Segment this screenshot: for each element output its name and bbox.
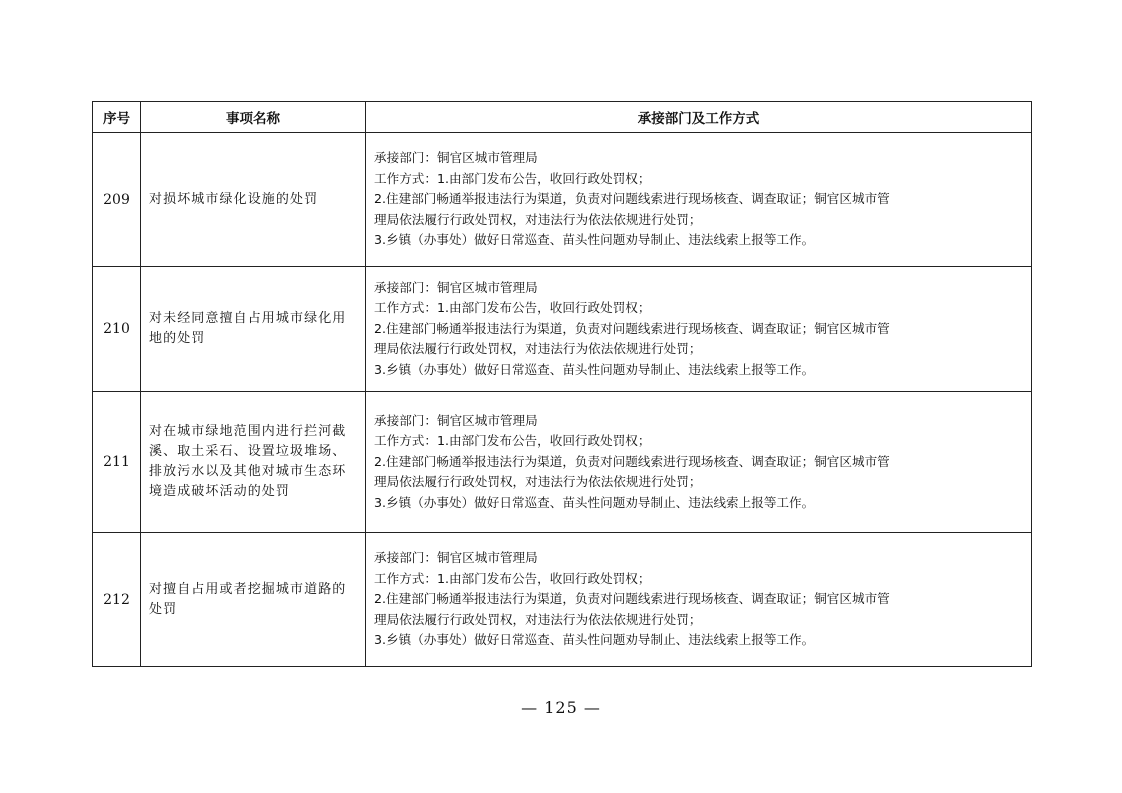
row-serial-number: 211: [93, 392, 141, 533]
row-matter-name: 对在城市绿地范围内进行拦河截溪、取土采石、设置垃圾堆场、排放污水以及其他对城市生态环境造成破坏活动的处罚: [141, 392, 366, 533]
table-row: [93, 533, 1032, 667]
detail-line-step-2: 2.住建部门畅通举报违法行为渠道，负责对问题线索进行现场核查、调查取证；铜官区城市管: [374, 453, 890, 469]
detail-line-method: 工作方式：1.由部门发布公告，收回行政处罚权；: [374, 170, 651, 186]
table-row: [93, 267, 1032, 392]
detail-line-step-2-cont: 理局依法履行行政处罚权，对违法行为依法依规进行处罚；: [374, 474, 702, 490]
header-department-and-method: 承接部门及工作方式: [366, 102, 1032, 133]
table-row: [93, 133, 1032, 267]
detail-line-step-3: 3.乡镇（办事处）做好日常巡查、苗头性问题劝导制止、违法线索上报等工作。: [374, 632, 815, 648]
detail-line-step-3: 3.乡镇（办事处）做好日常巡查、苗头性问题劝导制止、违法线索上报等工作。: [374, 494, 815, 510]
row-serial-number: 210: [93, 267, 141, 392]
row-detail: [366, 392, 1032, 533]
row-detail: [366, 267, 1032, 392]
row-detail: [366, 533, 1032, 667]
row-matter-name: 对擅自占用或者挖掘城市道路的处罚: [141, 533, 366, 667]
detail-line-department: 承接部门：铜官区城市管理局: [374, 150, 538, 166]
detail-line-step-2-cont: 理局依法履行行政处罚权，对违法行为依法依规进行处罚；: [374, 341, 702, 357]
detail-line-step-3: 3.乡镇（办事处）做好日常巡查、苗头性问题劝导制止、违法线索上报等工作。: [374, 232, 815, 248]
row-matter-name: 对未经同意擅自占用城市绿化用地的处罚: [141, 267, 366, 392]
detail-line-department: 承接部门：铜官区城市管理局: [374, 279, 538, 295]
detail-line-department: 承接部门：铜官区城市管理局: [374, 550, 538, 566]
detail-line-method: 工作方式：1.由部门发布公告，收回行政处罚权；: [374, 433, 651, 449]
table-row: [93, 392, 1032, 533]
detail-line-step-3: 3.乡镇（办事处）做好日常巡查、苗头性问题劝导制止、违法线索上报等工作。: [374, 361, 815, 377]
header-serial-number: 序号: [93, 102, 141, 133]
matters-table: [92, 101, 1032, 667]
row-serial-number: 209: [93, 133, 141, 267]
page-number: — 125 —: [521, 698, 601, 717]
detail-line-step-2-cont: 理局依法履行行政处罚权，对违法行为依法依规进行处罚；: [374, 611, 702, 627]
row-matter-name: 对损坏城市绿化设施的处罚: [141, 133, 366, 267]
header-matter-name: 事项名称: [141, 102, 366, 133]
detail-line-method: 工作方式：1.由部门发布公告，收回行政处罚权；: [374, 570, 651, 586]
row-detail: [366, 133, 1032, 267]
detail-line-method: 工作方式：1.由部门发布公告，收回行政处罚权；: [374, 300, 651, 316]
detail-line-step-2: 2.住建部门畅通举报违法行为渠道，负责对问题线索进行现场核查、调查取证；铜官区城市管: [374, 191, 890, 207]
detail-line-department: 承接部门：铜官区城市管理局: [374, 412, 538, 428]
detail-line-step-2: 2.住建部门畅通举报违法行为渠道，负责对问题线索进行现场核查、调查取证；铜官区城市管: [374, 591, 890, 607]
row-serial-number: 212: [93, 533, 141, 667]
detail-line-step-2-cont: 理局依法履行行政处罚权，对违法行为依法依规进行处罚；: [374, 211, 702, 227]
table-header-row: [93, 102, 1032, 133]
detail-line-step-2: 2.住建部门畅通举报违法行为渠道，负责对问题线索进行现场核查、调查取证；铜官区城市管: [374, 320, 890, 336]
